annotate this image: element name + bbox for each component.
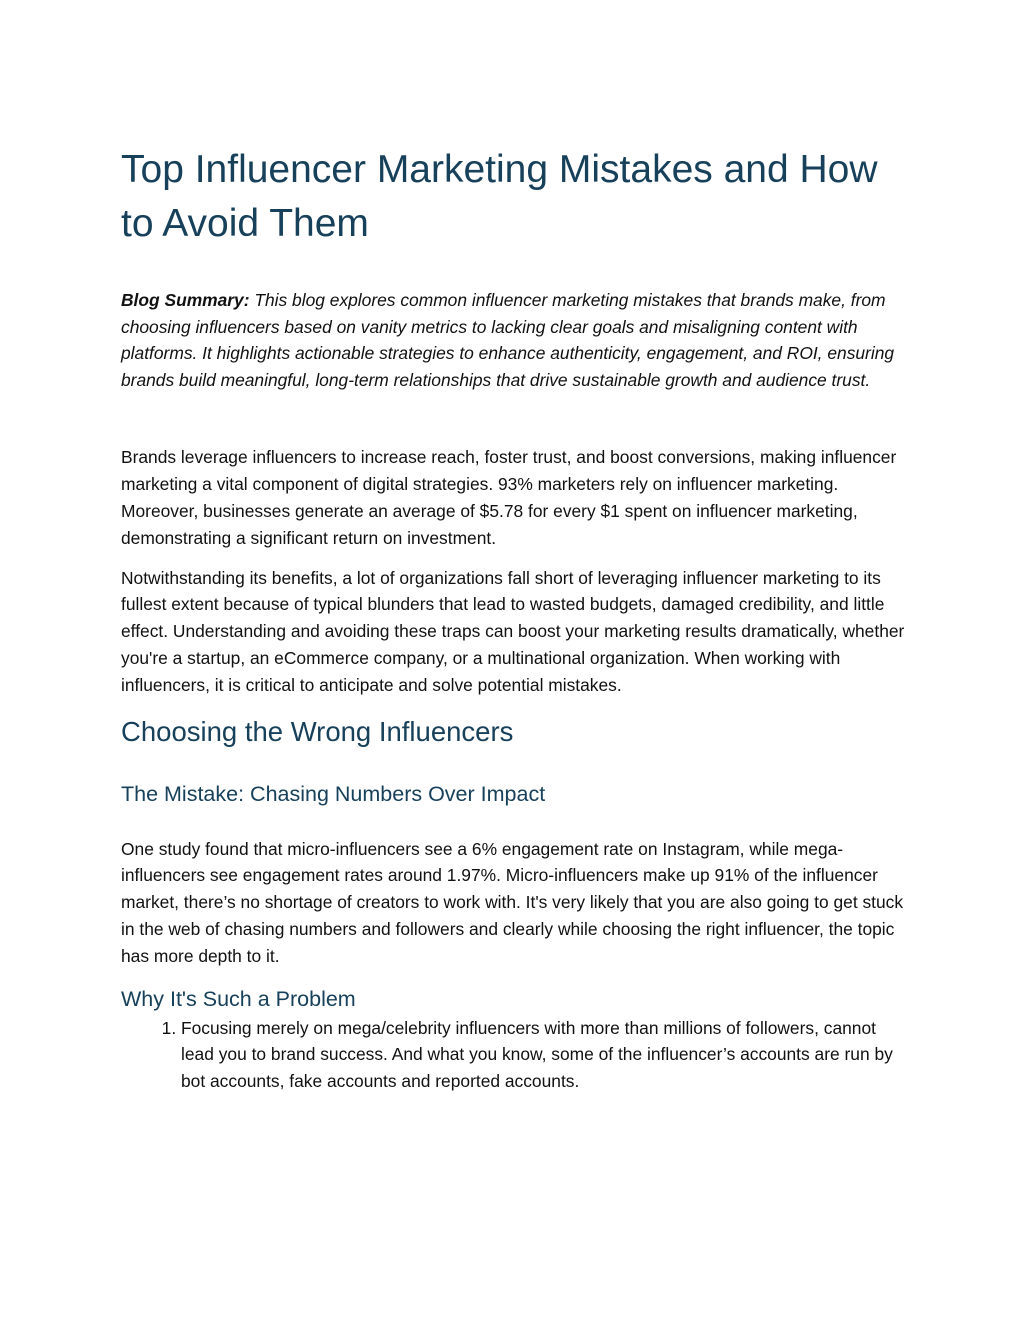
section-heading: Choosing the Wrong Influencers <box>121 715 514 747</box>
blog-summary <box>121 287 907 393</box>
problem-heading: Why It's Such a Problem <box>121 986 356 1011</box>
section-paragraph: One study found that micro-influencers see a 6% engagement rate on Instagram, while mega-influencers see engagement rates around 1.97%. Micro-influencers make up 91% of the influencer market, there’s no shortage of creators to work with. It's very likely that you are also going to get stuck in the web of chasing numbers and followers and clearly while choosing the right influencer, the topic has more depth to it. <box>121 838 904 966</box>
intro-paragraph-2: Notwithstanding its benefits, a lot of organizations fall short of leveraging influencer marketing to its fullest extent because of typical blunders that lead to wasted budgets, damaged credibility, and little effect. Understanding and avoiding these traps can boost your marketing results dramatically, whether you're a startup, an eCommerce company, or a multinational organization. When working with influencers, it is critical to anticipate and solve potential mistakes. <box>121 567 905 695</box>
blog-summary-text: This blog explores common influencer marketing mistakes that brands make, from choosing influencers based on vanity metrics to lacking clear goals and misaligning content with platforms. It highlights actionable strategies to enhance authenticity, engagement, and ROI, ensuring brands build meaningful, long-term relationships that drive sustainable growth and audience trust. <box>121 290 895 390</box>
intro-paragraph-1: Brands leverage influencers to increase reach, foster trust, and boost conversions, making influencer marketing a vital component of digital strategies. 93% marketers rely on influencer marketing. Moreover, businesses generate an average of $5.78 for every $1 spent on influencer marketing, demonstrating a significant return on investment. <box>121 447 897 548</box>
document-content <box>121 143 907 1095</box>
problem-list <box>121 1015 907 1095</box>
page-title: Top Influencer Marketing Mistakes and How to Avoid Them <box>121 148 878 245</box>
subsection-heading: The Mistake: Chasing Numbers Over Impact <box>121 781 546 806</box>
blog-summary-label: Blog Summary: <box>121 290 250 310</box>
list-item: 1. Focusing merely on mega/celebrity influencers with more than millions of followers, cannot lead you to brand success. And what you know, some of the influencer’s accounts are run by bot accounts, fake accounts and reported accounts. <box>181 1015 907 1095</box>
